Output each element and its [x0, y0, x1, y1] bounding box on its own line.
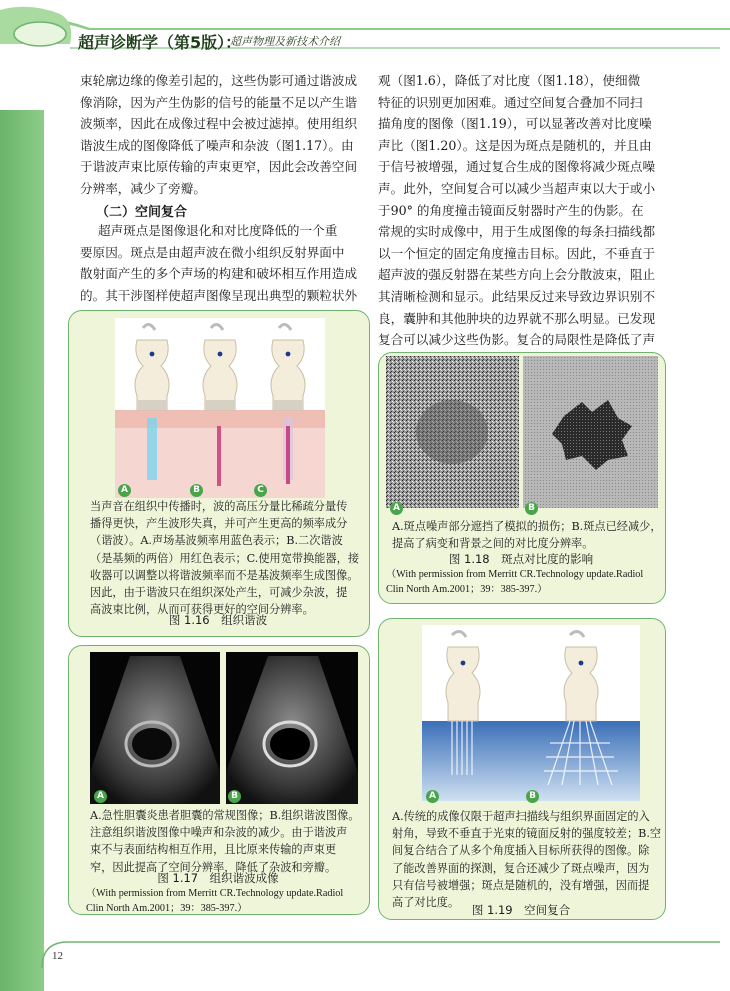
- label-c: C: [254, 484, 267, 497]
- figure-1-17-title: 图 1.17 组织谐波成像: [157, 871, 279, 885]
- paragraph-harmonic: 束轮廓边缘的像差引起的，这些伪影可通过谐波成 像消除，因为产生伪影的信号的能量不足以产生谐 波频率，因此在成像过程中会被过滤掉。使用组织 谐波生成的图像降低了噪声和杂波（图1.17）。由 于谐波声束比原传输的声束更窄，因此会改善空间 分辨率，减少了旁瓣。: [80, 73, 358, 196]
- figure-1-16-image: [115, 318, 325, 498]
- paragraph-speckle: 超声斑点是图像退化和对比度降低的一个重 要原因。斑点是由超声波在微小组织反射界面中 散射面产生的多个声场的构建和破坏相互作用造成 的。其干涉图样使超声图像呈现出典型的颗粒状外: [80, 223, 358, 303]
- figure-1-18-credit: （With permission from Merritt CR.Technology update.Radiol Clin North Am.2001；39：385-397.）: [386, 569, 644, 595]
- figure-1-17-credit: （With permission from Merritt CR.Technology update.Radiol Clin North Am.2001；39：385-397.）: [86, 888, 344, 914]
- paragraph-compounding: 观（图1.6），降低了对比度（图1.18），使细微 特征的识别更加困难。通过空间复合叠加不同扫 描角度的图像（图1.19），可以显著改善对比度噪 声比（图1.20）。这是因为斑点是随机的，并且由 于信号被增强，通过复合生成的图像将减少斑点噪 声。此外，空间复合可以减少当超声束以大于或小 于90° 的角度撞击镜面反射器时产生的伪影。在 常规的实时成像中，用于生成图像的每条扫描线都 以一个恒定的固定角度撞击目标。因此，不垂直于 超声波的强反射器在某些方向上会分散波束，阻止 其清晰检测和显示。此结果反过来导致边界识别不 良，囊肿和其他肿块的边界就不那么明显。已发现 复合可以减少这些伪影。复合的局限性是降低了声: [378, 73, 656, 348]
- figure-1-17-image: [90, 652, 358, 804]
- figure-1-19-caption: A.传统的成像仅限于超声扫描线与组织界面固定的入 射角，导致不垂直于光束的镜面反射的强度较差；B.空 间复合结合了从多个角度插入目标所获得的图像。除 了能改善界面的探测，复合还减少了斑点噪声，因为 只有信号被增强；斑点是随机的，没有增强，因而提 高了对比度。: [392, 810, 662, 910]
- figure-1-18-caption: A.斑点噪声部分遮挡了模拟的损伤；B.斑点已经减少， 提高了病变和背景之间的对比度分辨率。: [392, 520, 662, 551]
- section-heading: （二）空间复合: [96, 205, 188, 220]
- label-a: A: [426, 790, 439, 803]
- figure-1-18-title: 图 1.18 斑点对比度的影响: [448, 552, 594, 566]
- label-b: B: [228, 790, 241, 803]
- label-b: B: [190, 484, 203, 497]
- figure-1-18-image: [386, 356, 658, 508]
- figure-1-16-title: 图 1.16 组织谐波: [168, 613, 268, 627]
- side-tab: [0, 110, 44, 991]
- footer-rule: [40, 940, 730, 970]
- figure-1-16-caption: 当声音在组织中传播时，波的高压分量比稀疏分量传 播得更快，产生波形失真，并可产生更高的频率成分 （谐波）。A.声场基波频率用蓝色表示；B.二次谐波 （是基频的两倍）用红色表示；C.使用宽带换能器，接 收器可以调整以将谐波频率而不是基波频率生成图像。 因此，由于谐波只在组织深处产生，可减少杂波，提 高波束比例，从而可获得更好的空间分辨率。: [90, 500, 360, 617]
- figure-1-17-caption: A.急性胆囊炎患者胆囊的常规图像；B.组织谐波图像。 注意组织谐波图像中噪声和杂波的减少。由于谐波声 束不与表面结构相互作用，且比原来传输的声束更 窄，因此提高了空间分辨率，降低了杂波和旁瓣。: [90, 809, 360, 874]
- figure-1-19-image: [422, 625, 640, 801]
- figure-1-19-title: 图 1.19 空间复合: [471, 903, 571, 917]
- label-a: A: [390, 502, 403, 515]
- label-b: B: [526, 790, 539, 803]
- header-book-title: 超声诊断学（第5版）：: [78, 33, 242, 52]
- page-number: 12: [52, 950, 63, 962]
- label-a: A: [94, 790, 107, 803]
- label-b: B: [525, 502, 538, 515]
- header-chapter-title: 超声物理及新技术介绍: [230, 35, 340, 48]
- label-a: A: [118, 484, 131, 497]
